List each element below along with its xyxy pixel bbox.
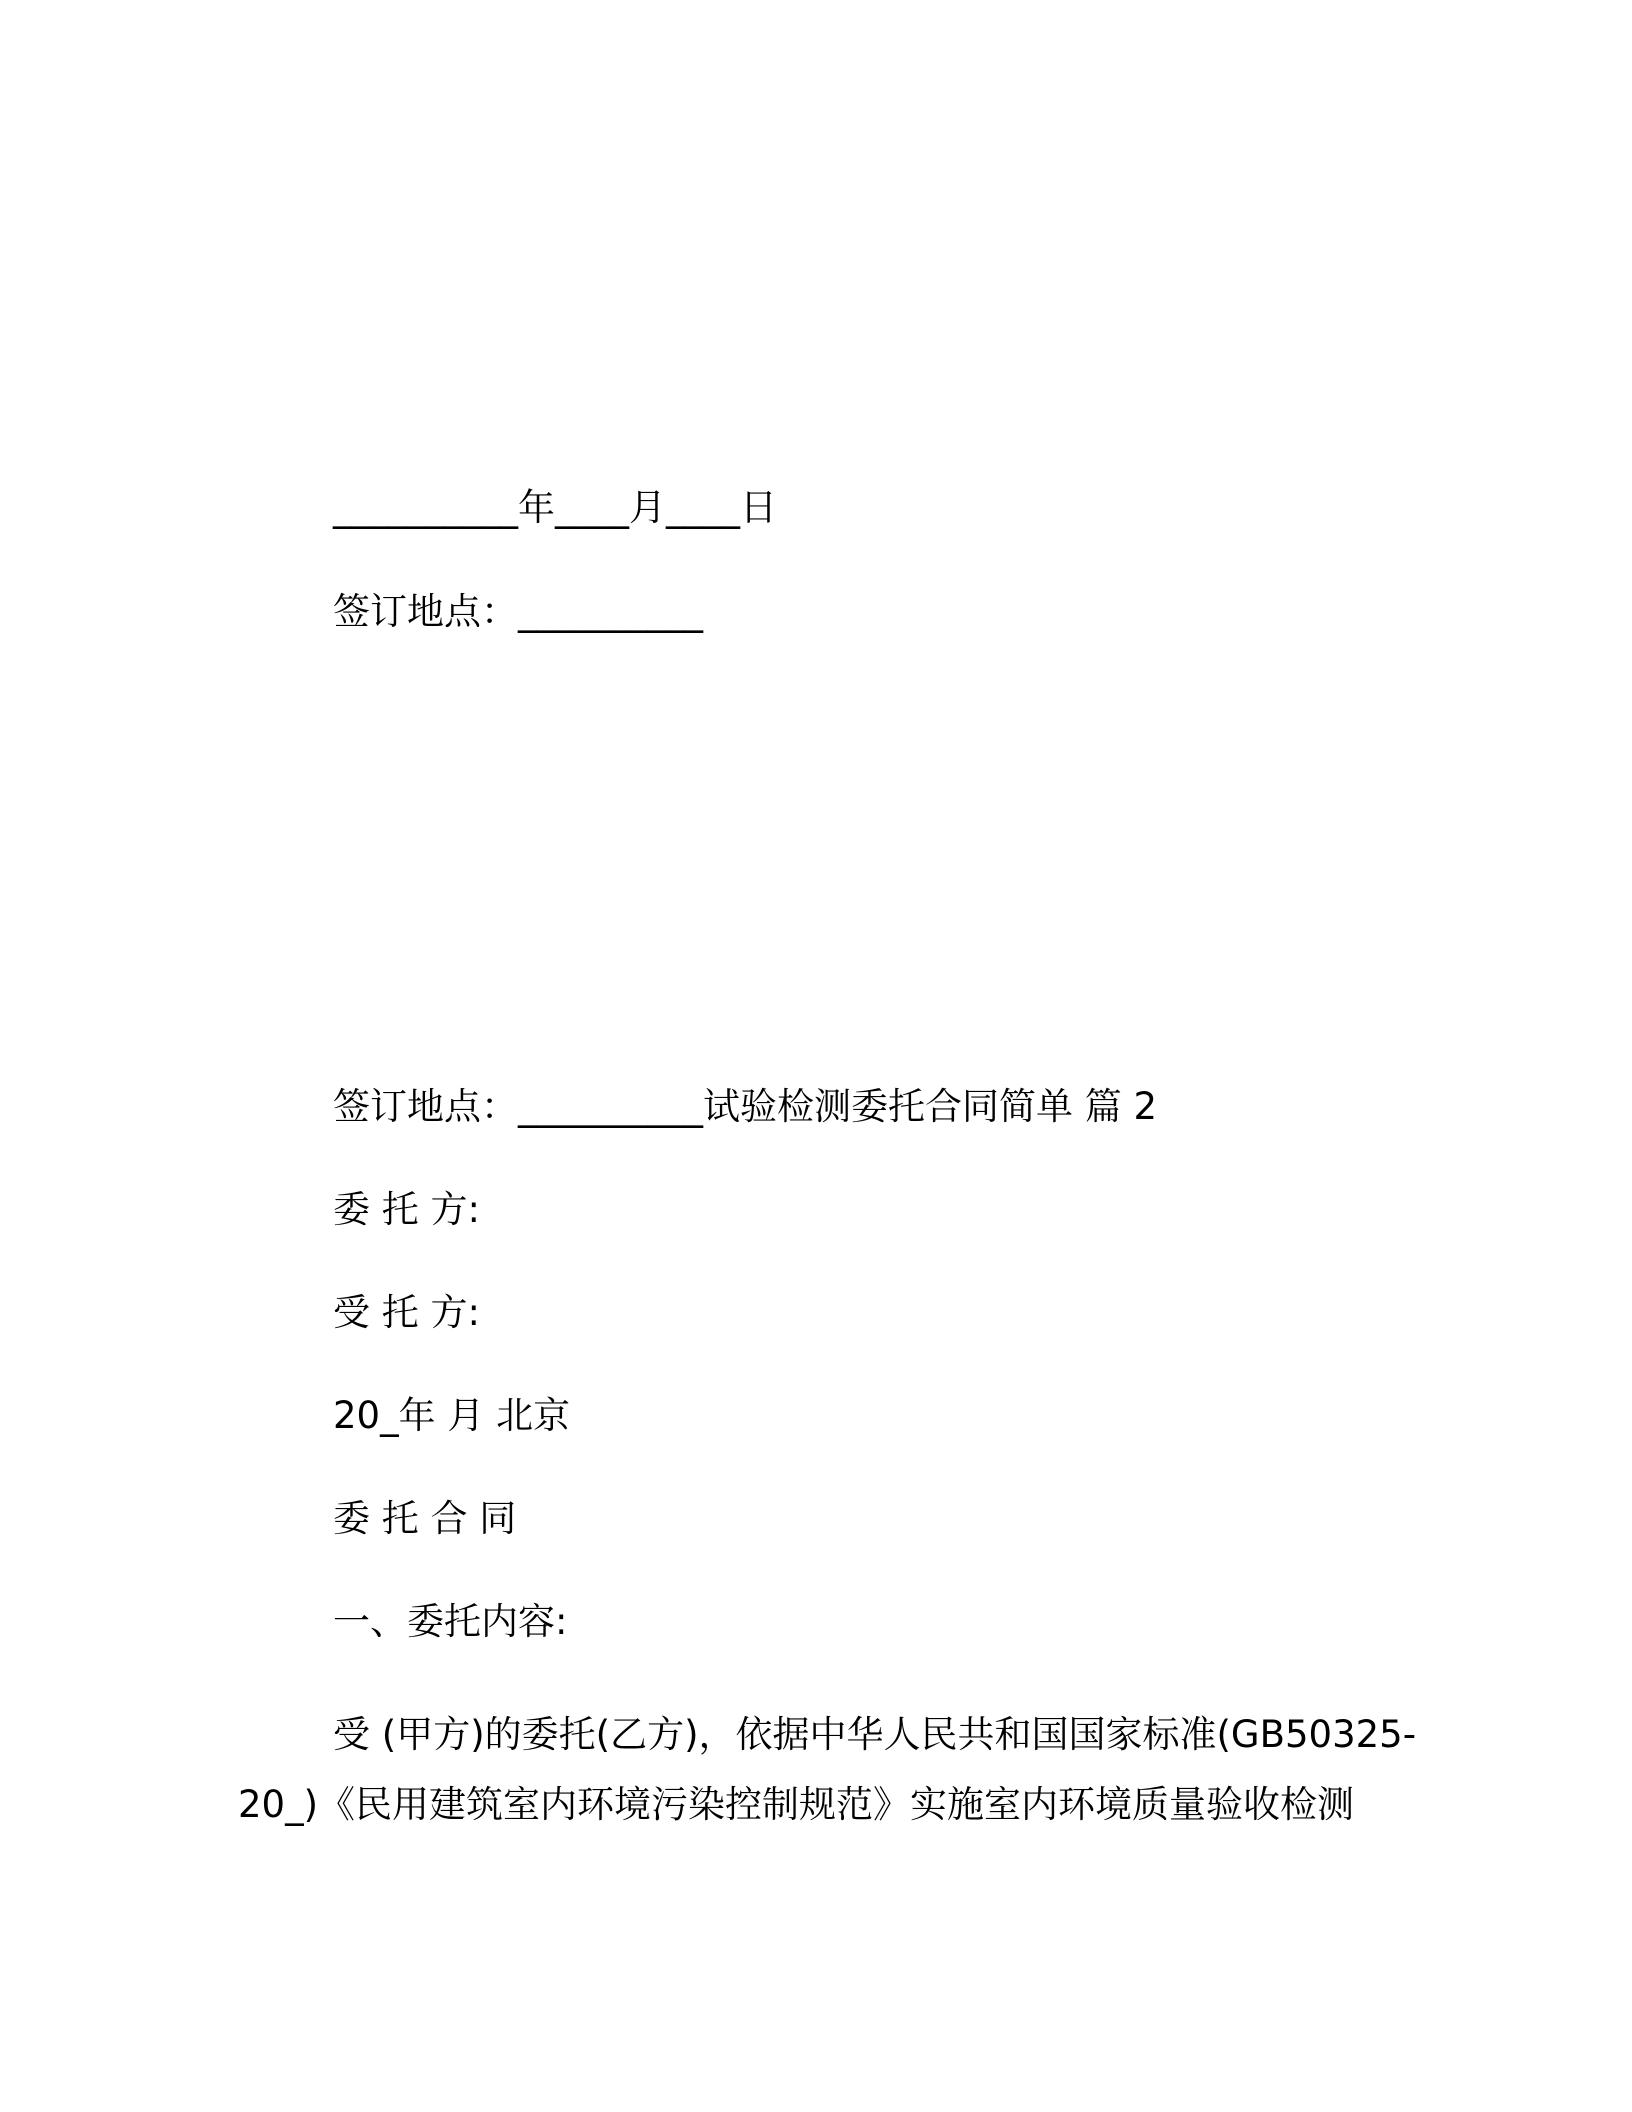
trustee-line: 受 托 方: (333, 1291, 480, 1334)
principal-line: 委 托 方: (333, 1188, 480, 1231)
paragraph-line: 20_)《民用建筑室内环境污染控制规范》实施室内环境质量验收检测 (238, 1783, 1355, 1826)
contract-title: 委 托 合 同 (333, 1497, 517, 1540)
section-heading: 一、委托内容: (333, 1600, 568, 1643)
signing-place-title-line: 签订地点：__________试验检测委托合同简单 篇 2 (333, 1085, 1158, 1128)
signing-place-line: 签订地点：__________ (333, 590, 703, 633)
year-place-line: 20_年 月 北京 (333, 1394, 571, 1437)
date-line: __________年____月____日 (333, 486, 777, 529)
body-paragraph (238, 1700, 1417, 1840)
paragraph-line: 受 (甲方)的委托(乙方)，依据中华人民共和国国家标准(GB50325- (333, 1713, 1417, 1756)
